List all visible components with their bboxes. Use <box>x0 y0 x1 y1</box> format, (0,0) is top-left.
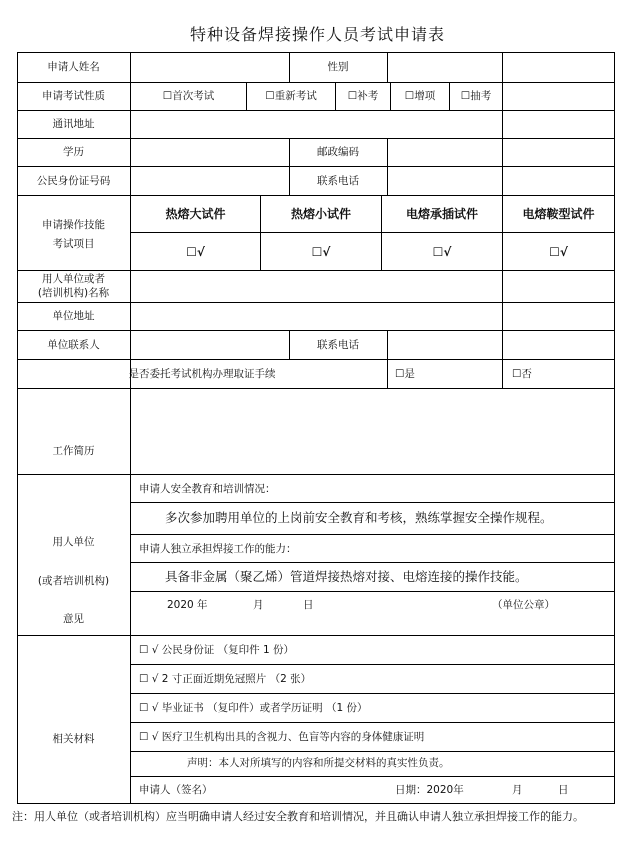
grid-line <box>130 534 615 535</box>
grid-line <box>17 474 615 475</box>
project-checkbox-1[interactable]: ☐√ <box>186 245 205 259</box>
project-electrofusion-socket: 电熔承插试件 <box>405 207 478 221</box>
material-item-diploma[interactable]: ☐ √ 毕业证书 （复印件）或者学历证明 （1 份） <box>139 702 368 714</box>
grid-line <box>130 664 615 665</box>
employer-phone-label: 联系电话 <box>317 339 359 351</box>
entrust-yes-checkbox[interactable]: ☐是 <box>395 368 415 380</box>
project-hot-melt-large: 热熔大试件 <box>165 207 226 221</box>
grid-line <box>381 195 382 271</box>
grid-line <box>17 635 615 636</box>
grid-line <box>130 562 615 563</box>
grid-line <box>17 803 615 804</box>
materials-label: 相关材料 <box>52 733 95 745</box>
entrust-no-checkbox[interactable]: ☐否 <box>512 368 532 380</box>
exam-option-first[interactable]: ☐首次考试 <box>162 90 215 102</box>
employer-contact-label: 单位联系人 <box>47 339 100 351</box>
work-history-label: 工作简历 <box>52 445 95 457</box>
material-item-health[interactable]: ☐ √ 医疗卫生机构出具的含视力、色盲等内容的身体健康证明 <box>139 731 425 743</box>
grid-line <box>130 751 615 752</box>
opinion-label-2: (或者培训机构) <box>37 575 110 587</box>
exam-option-add[interactable]: ☐增项 <box>404 90 436 102</box>
page-title: 特种设备焊接操作人员考试申请表 <box>189 25 445 44</box>
grid-line <box>260 195 261 271</box>
signature-label: 申请人（签名） <box>139 784 213 796</box>
grid-line <box>17 82 615 83</box>
grid-line <box>614 52 615 804</box>
project-checkbox-2[interactable]: ☐√ <box>311 245 331 259</box>
grid-line <box>17 330 615 331</box>
grid-line <box>17 52 615 53</box>
materials-date: 日期：2020年 <box>395 784 464 796</box>
project-label-2: 考试项目 <box>52 238 95 250</box>
grid-line <box>130 722 615 723</box>
postcode-label: 邮政编码 <box>317 146 359 158</box>
employer-label-2: (培训机构)名称 <box>37 287 110 299</box>
grid-line <box>17 110 615 111</box>
application-form <box>17 52 615 804</box>
ability-label: 申请人独立承担焊接工作的能力： <box>139 543 297 555</box>
exam-option-retake[interactable]: ☐重新考试 <box>265 90 317 102</box>
project-hot-melt-small: 热熔小试件 <box>290 207 351 221</box>
materials-date-month: 月 <box>512 784 523 796</box>
gender-label: 性别 <box>327 61 349 73</box>
employer-label: 用人单位或者 <box>42 273 105 285</box>
grid-line <box>17 359 615 360</box>
declaration-text: 声明：本人对所填写的内容和所提交材料的真实性负责。 <box>187 757 450 769</box>
project-checkbox-4[interactable]: ☐√ <box>549 245 568 259</box>
grid-line <box>130 776 615 777</box>
grid-line <box>502 195 503 271</box>
grid-line <box>130 232 615 233</box>
opinion-date-year: 2020 年 <box>167 599 208 611</box>
project-electrofusion-saddle: 电熔鞍型试件 <box>522 207 595 221</box>
id-number-label: 公民身份证号码 <box>36 175 111 187</box>
materials-date-day: 日 <box>558 784 569 796</box>
grid-line <box>17 166 615 167</box>
project-label: 申请操作技能 <box>42 219 105 231</box>
footnote: 注：用人单位（或者培训机构）应当明确申请人经过安全教育和培训情况，并且确认申请人独立承担焊接工作的能力。 <box>12 810 584 823</box>
grid-line <box>130 52 131 804</box>
entrust-label: 是否委托考试机构办理取证手续 <box>128 368 276 380</box>
grid-line <box>130 502 615 503</box>
grid-line <box>130 693 615 694</box>
opinion-label: 用人单位 <box>52 536 95 548</box>
grid-line <box>387 138 388 196</box>
training-text: 多次参加聘用单位的上岗前安全教育和考核，熟练掌握安全操作规程。 <box>165 510 553 525</box>
name-label: 申请人姓名 <box>47 61 100 73</box>
exam-nature-label: 申请考试性质 <box>42 90 105 102</box>
education-label: 学历 <box>63 146 84 158</box>
grid-line <box>387 52 388 83</box>
grid-line <box>17 270 615 271</box>
grid-line <box>17 195 615 196</box>
grid-line <box>17 388 615 389</box>
training-label: 申请人安全教育和培训情况： <box>139 483 276 495</box>
exam-option-spot[interactable]: ☐抽考 <box>460 90 492 102</box>
grid-line <box>17 52 18 804</box>
ability-text: 具备非金属（聚乙烯）管道焊接热熔对接、电熔连接的操作技能。 <box>165 569 528 584</box>
opinion-label-3: 意见 <box>63 613 84 625</box>
exam-option-makeup[interactable]: ☐补考 <box>347 90 379 102</box>
grid-line <box>502 359 503 389</box>
grid-line <box>130 591 615 592</box>
project-checkbox-3[interactable]: ☐√ <box>432 245 452 259</box>
material-item-id-card[interactable]: ☐ √ 公民身份证 （复印件 1 份） <box>139 644 294 656</box>
phone-label: 联系电话 <box>317 175 359 187</box>
grid-line <box>387 330 388 359</box>
grid-line <box>387 359 388 389</box>
address-label: 通讯地址 <box>52 118 95 130</box>
grid-line <box>17 302 615 303</box>
employer-address-label: 单位地址 <box>52 310 95 322</box>
opinion-date-month: 月 <box>253 599 264 611</box>
opinion-date-day: 日 <box>303 599 314 611</box>
grid-line <box>17 138 615 139</box>
seal-label: （单位公章） <box>492 599 555 611</box>
material-item-photo[interactable]: ☐ √ 2 寸正面近期免冠照片 （2 张） <box>139 673 312 685</box>
